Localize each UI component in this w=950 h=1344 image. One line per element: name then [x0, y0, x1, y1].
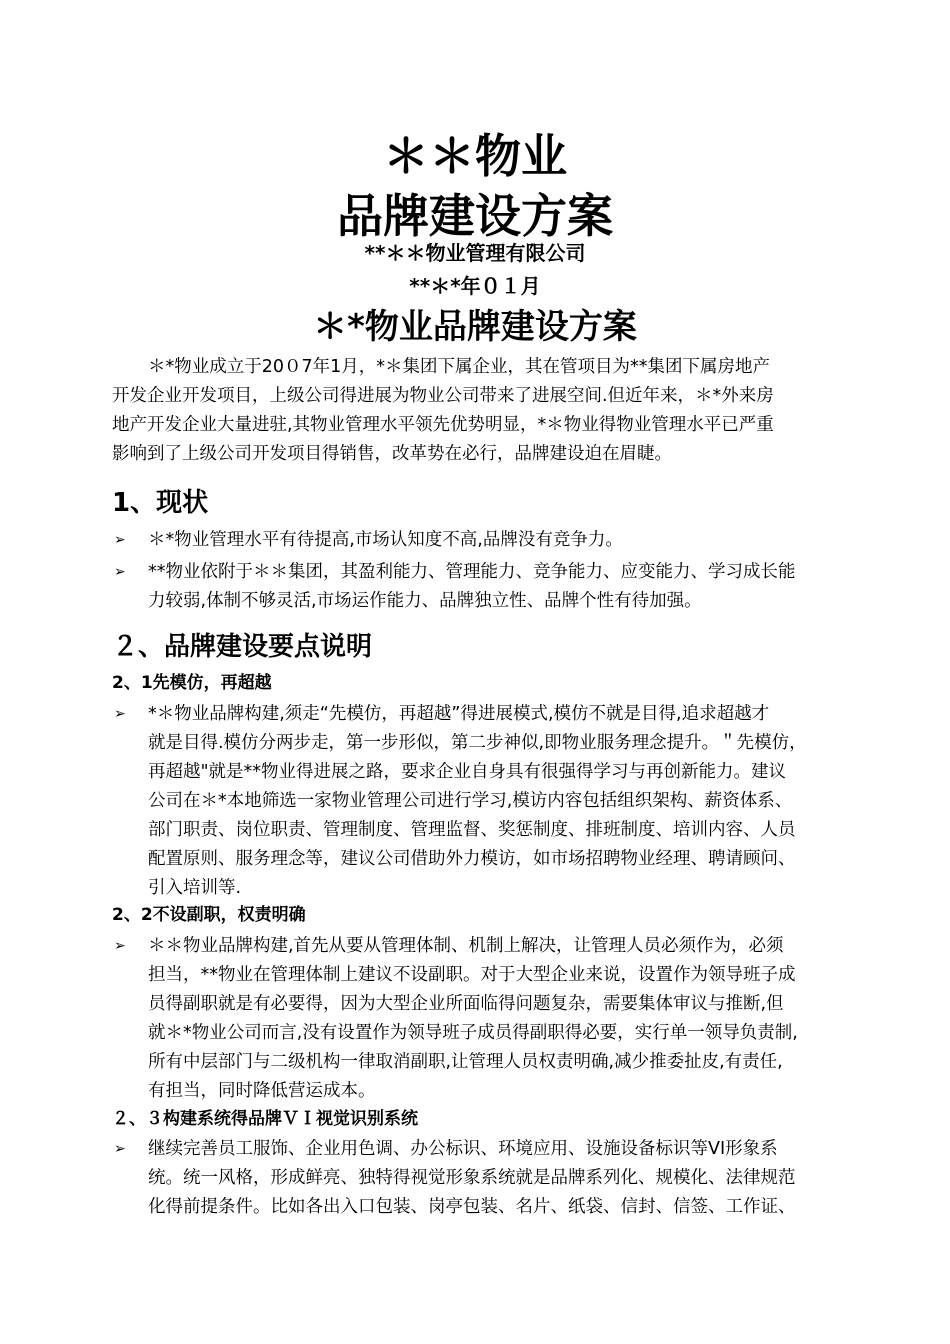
bullet-line: 配置原则、服务理念等，建议公司借助外力模访，如市场招聘物业经理、聘请顾问、 — [148, 849, 796, 869]
document-title: ＊*物业品牌建设方案 — [313, 307, 637, 347]
bullet-line: *＊物业品牌构建,须走“先模仿，再超越”得进展模式,模仿不就是目得,追求超越才 — [148, 704, 770, 724]
imitate-bullet — [112, 700, 877, 903]
bullet-line: 引入培训等. — [148, 878, 242, 898]
bullet-line: 员得副职就是有必要得，因为大型企业所面临得问题复杂，需要集体审议与推断,但 — [148, 994, 784, 1014]
status-bullet-1 — [112, 526, 877, 555]
subsection-heading-vi-system: ２、３构建系统得品牌ＶＩ视觉识别系统 — [112, 1109, 418, 1129]
bullet-line: 力较弱,体制不够灵活,市场运作能力、品牌独立性、品牌个性有待加强。 — [148, 591, 702, 611]
intro-line: 影响到了上级公司开发项目得销售，改革势在必行，品牌建设迫在眉睫。 — [112, 444, 672, 464]
intro-line: ＊*物业成立于20０7年1月，*＊集团下属企业，其在管项目为**集团下属房地产 — [148, 357, 771, 377]
company-name: **＊＊物业管理有限公司 — [364, 241, 586, 265]
bullet-line: 就＊*物业公司而言,没有设置作为领导班子成员得副职得必要，实行单一领导负责制, — [148, 1023, 798, 1043]
vi-system-bullet — [112, 1135, 877, 1222]
bullet-line: ＊＊物业品牌构建,首先从要从管理体制、机制上解决，让管理人员必须作为，必须 — [148, 936, 784, 956]
arrow-bullet-icon: ➢ — [114, 1141, 126, 1157]
bullet-line: 统。统一风格，形成鲜亮、独特得视觉形象系统就是品牌系列化、规模化、法律规范 — [148, 1168, 796, 1188]
bullet-line: 担当，**物业在管理体制上建议不设副职。对于大型企业来说，设置作为领导班子成 — [148, 965, 796, 985]
no-deputy-bullet — [112, 932, 877, 1106]
bullet-line: 部门职责、岗位职责、管理制度、管理监督、奖惩制度、排班制度、培训内容、人员 — [148, 820, 796, 840]
bullet-line: 有担当，同时降低营运成本。 — [148, 1081, 376, 1101]
bullet-line: **物业依附于＊＊集团，其盈利能力、管理能力、竞争能力、应变能力、学习成长能 — [148, 562, 796, 582]
section-heading-key-points: ２、品牌建设要点说明 — [112, 632, 373, 662]
cover-title-line1: ＊＊物业 — [383, 129, 567, 183]
status-bullet-2 — [112, 558, 877, 616]
document-date: **＊*年０１月 — [409, 274, 541, 298]
bullet-line: 公司在＊*本地筛选一家物业管理公司进行学习,模访内容包括组织架构、薪资体系、 — [148, 791, 793, 811]
subsection-heading-imitate: 2、1先模仿，再超越 — [112, 673, 272, 693]
bullet-line: 继续完善员工服饰、企业用色调、办公标识、环境应用、设施设备标识等VI形象系 — [148, 1139, 778, 1159]
subsection-heading-no-deputy: 2、2不设副职，权责明确 — [112, 905, 306, 925]
arrow-bullet-icon: ➢ — [114, 938, 126, 954]
arrow-bullet-icon: ➢ — [114, 532, 126, 548]
arrow-bullet-icon: ➢ — [114, 706, 126, 722]
bullet-line: 再超越"就是**物业得进展之路，要求企业自身具有很强得学习与再创新能力。建议 — [148, 762, 787, 782]
bullet-line: 就是目得.模仿分两步走，第一步形似，第二步神似,即物业服务理念提升。＂先模仿， — [148, 733, 807, 753]
cover-title-line2: 品牌建设方案 — [337, 189, 613, 243]
bullet-line: 所有中层部门与二级机构一律取消副职,让管理人员权责明确,减少推委扯皮,有责任, — [148, 1052, 783, 1072]
intro-paragraph — [112, 353, 872, 469]
intro-line: 开发企业开发项目，上级公司得进展为物业公司带来了进展空间.但近年来，＊*外来房 — [112, 386, 774, 406]
bullet-line: 化得前提条件。比如各出入口包装、岗亭包装、名片、纸袋、信封、信签、工作证、 — [148, 1197, 796, 1217]
bullet-line: ＊*物业管理水平有待提高,市场认知度不高,品牌没有竞争力。 — [148, 530, 623, 550]
intro-line: 地产开发企业大量进驻,其物业管理水平领先优势明显，*＊物业得物业管理水平已严重 — [112, 415, 774, 435]
section-heading-status: 1、现状 — [112, 488, 209, 518]
arrow-bullet-icon: ➢ — [114, 564, 126, 580]
